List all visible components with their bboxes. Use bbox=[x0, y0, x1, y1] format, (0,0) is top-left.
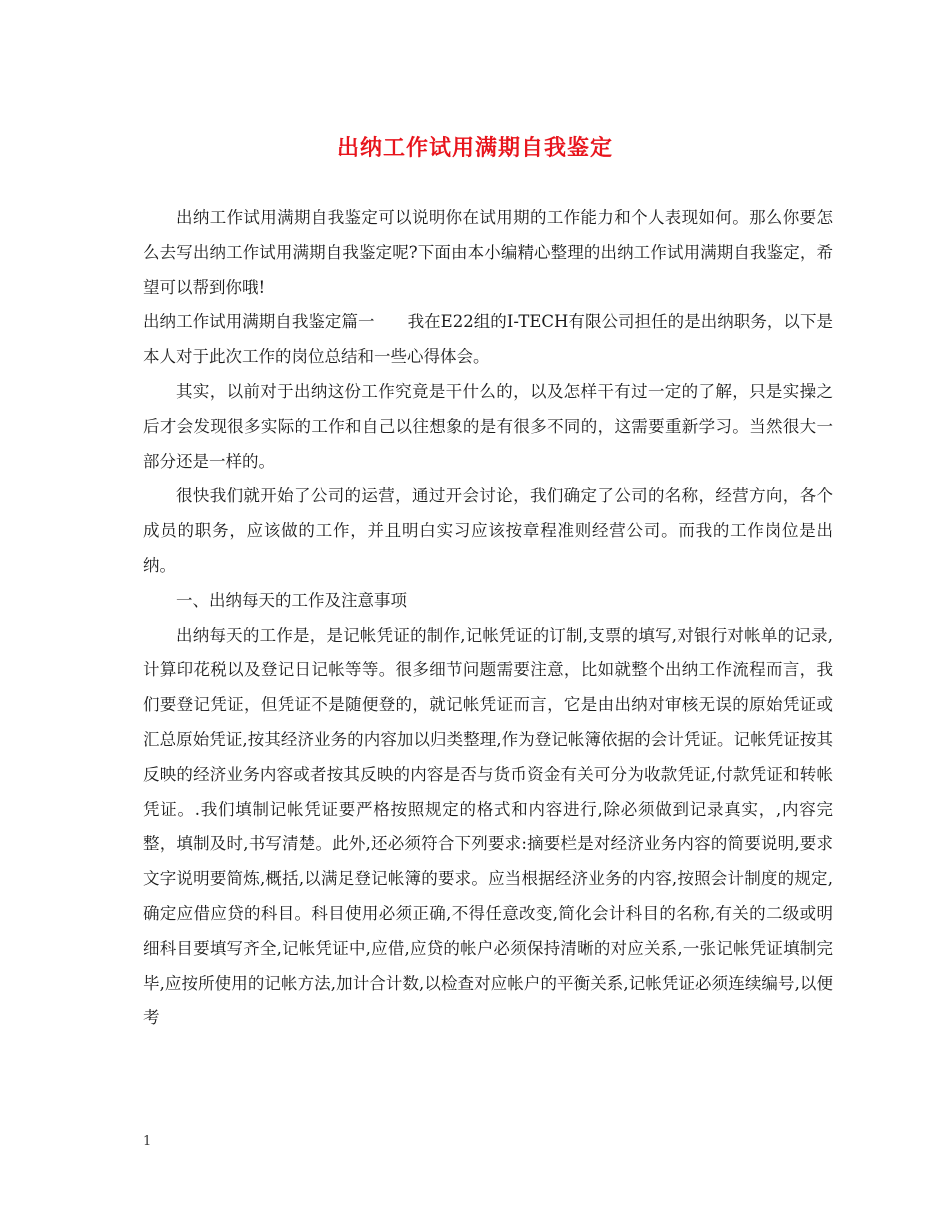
paragraph-2: 其实，以前对于出纳这份工作究竟是干什么的，以及怎样干有过一定的了解，只是实操之后才会发现很多实际的工作和自己以往想象的是有很多不同的，这需要重新学习。当然很大一部分还是一样的。 bbox=[143, 381, 833, 471]
paragraph-intro: 出纳工作试用满期自我鉴定可以说明你在试用期的工作能力和个人表现如何。那么你要怎么去写出纳工作试用满期自我鉴定呢?下面由本小编精心整理的出纳工作试用满期自我鉴定，希望可以帮到你哦! bbox=[143, 208, 833, 297]
section-heading: 一、出纳每天的工作及注意事项 bbox=[176, 590, 407, 610]
document-title: 出纳工作试用满期自我鉴定 bbox=[336, 136, 613, 161]
page-number: 1 bbox=[143, 1134, 152, 1149]
paragraph-section-one: 出纳工作试用满期自我鉴定篇一 我在E22组的I-TECH有限公司担任的是出纳职务，以下是本人对于此次工作的岗位总结和一些心得体会。 bbox=[143, 312, 833, 367]
paragraph-3: 很快我们就开始了公司的运营，通过开会讨论，我们确定了公司的名称，经营方向，各个成员的职务，应该做的工作，并且明白实习应该按章程准则经营公司。而我的工作岗位是出纳。 bbox=[143, 486, 833, 575]
document-body bbox=[143, 201, 833, 1036]
paragraph-5: 出纳每天的工作是，是记帐凭证的制作,记帐凭证的订制,支票的填写,对银行对帐单的记录,计算印花税以及登记日记帐等等。很多细节问题需要注意，比如就整个出纳工作流程而言，我们要登记凭证，但凭证不是随便登的，就记帐凭证而言，它是由出纳对审核无误的原始凭证或汇总原始凭证,按其经济业务的内容加以归类整理,作为登记帐簿依据的会计凭证。记帐凭证按其反映的经济业务内容或者按其反映的内容是否与货币资金有关可分为收款凭证,付款凭证和转帐凭证。.我们填制记帐凭证要严格按照规定的格式和内容进行,除必须做到记录真实，,内容完整，填制及时,书写清楚。此外,还必须符合下列要求:摘要栏是对经济业务内容的简要说明,要求文字说明要简炼,概括,以满足登记帐簿的要求。应当根据经济业务的内容,按照会计制度的规定,确定应借应贷的科目。科目使用必须正确,不得任意改变,简化会计科目的名称,有关的二级或明细科目要填写齐全,记帐凭证中,应借,应贷的帐户必须保持清晰的对应关系,一张记帐凭证填制完毕,应按所使用的记帐方法,加计合计数,以检查对应帐户的平衡关系,记帐凭证必须连续编号,以便考 bbox=[143, 625, 833, 1028]
